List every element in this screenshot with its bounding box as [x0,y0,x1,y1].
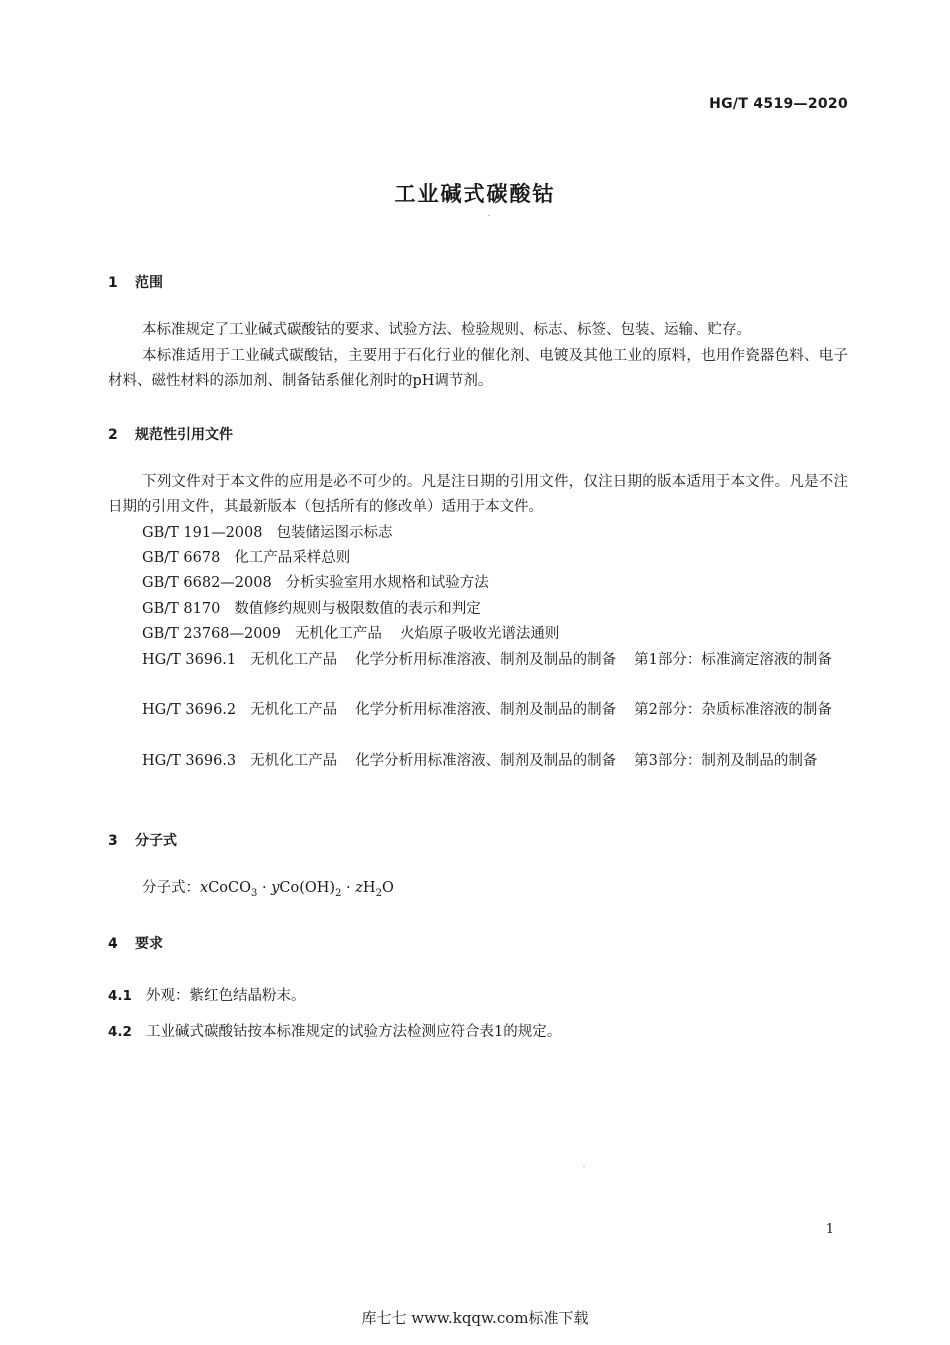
ref-title: 无机化工产品 [250,652,338,668]
scan-speck [488,215,490,216]
formula-h: H [362,880,376,896]
ref-code: GB/T 6682—2008 [142,575,272,591]
ref-title: 无机化工产品 [294,626,382,642]
formula-coco3: CoCO [208,880,251,896]
section-4-heading [108,933,163,953]
formula-y: y [271,880,280,896]
section-4-number: 4 [108,936,118,952]
molecular-formula [142,876,394,899]
section-1-paragraph-2: 本标准适用于工业碱式碳酸钴，主要用于石化行业的催化剂、电镀及其他工业的原料，也用作瓷器色料、电子材料、磁性材料的添加剂、制备钴系催化剂时的pH调节剂。 [108,348,848,389]
document-title: 工业碱式碳酸钴 [394,182,556,206]
section-2-number: 2 [108,427,118,443]
ref-item [142,597,481,622]
section-3-title: 分子式 [135,833,177,849]
section-1-heading [108,272,163,292]
section-2-intro: 下列文件对于本文件的应用是必不可少的。凡是注日期的引用文件，仅注日期的版本适用于本文件。凡是不注日期的引用文件，其最新版本（包括所有的修改单）适用于本文件。 [108,474,848,515]
download-footer: 库七七 www.kqqw.com标准下载 [361,1309,589,1327]
ref-subtitle: 化学分析用标准溶液、制剂及制品的制备 [355,753,617,769]
ref-title: 包装储运图示标志 [276,525,393,541]
ref-part: 第3部分：制剂及制品的制备 [634,753,818,769]
section-1-number: 1 [108,275,118,291]
ref-item [108,698,848,723]
section-3-number: 3 [108,833,118,849]
clause-number: 4.2 [108,1024,132,1040]
formula-sub-2: 2 [335,887,342,899]
formula-z: z [355,880,363,896]
formula-cooh: Co(OH) [279,880,336,896]
section-4-title: 要求 [135,936,163,952]
formula-dot: · [341,880,356,896]
ref-item [142,546,350,571]
ref-item [142,571,489,596]
clause-text: 外观：紫红色结晶粉末。 [146,988,306,1004]
formula-sub-3: 3 [251,887,258,899]
section-2-heading [108,424,233,444]
ref-code: GB/T 8170 [142,601,221,617]
ref-item [108,749,848,774]
clause-4-2 [108,1020,561,1041]
clause-4-1 [108,984,306,1005]
formula-o: O [381,880,394,896]
ref-part: 第2部分：杂质标准溶液的制备 [634,702,832,718]
ref-title: 无机化工产品 [250,702,338,718]
ref-part: 第1部分：标准滴定溶液的制备 [634,652,832,668]
ref-code: HG/T 3696.3 [142,753,237,769]
section-1-paragraph-1: 本标准规定了工业碱式碳酸钴的要求、试验方法、检验规则、标志、标签、包装、运输、贮存。 [142,322,751,338]
clause-text: 工业碱式碳酸钴按本标准规定的试验方法检测应符合表1的规定。 [146,1024,562,1040]
formula-dot: · [257,880,272,896]
section-2-title: 规范性引用文件 [135,427,233,443]
ref-subtitle: 化学分析用标准溶液、制剂及制品的制备 [355,652,617,668]
ref-item [142,521,392,546]
formula-sub-2: 2 [375,887,382,899]
ref-code: HG/T 3696.2 [142,702,237,718]
ref-code: GB/T 6678 [142,550,221,566]
formula-label: 分子式： [142,880,200,896]
ref-subtitle: 化学分析用标准溶液、制剂及制品的制备 [355,702,617,718]
document-code: HG/T 4519—2020 [709,96,848,112]
ref-code: GB/T 23768—2009 [142,626,281,642]
formula-x: x [200,880,209,896]
ref-code: GB/T 191—2008 [142,525,263,541]
section-1-title: 范围 [135,275,163,291]
ref-item [108,648,848,673]
ref-code: HG/T 3696.1 [142,652,237,668]
clause-number: 4.1 [108,988,132,1004]
ref-item [142,622,559,647]
ref-title: 化工产品采样总则 [234,550,351,566]
ref-title: 分析实验室用水规格和试验方法 [285,575,489,591]
ref-title: 数值修约规则与极限数值的表示和判定 [234,601,481,617]
scan-speck [583,1166,585,1167]
page-number: 1 [825,1222,834,1237]
section-3-heading [108,830,177,850]
ref-title: 无机化工产品 [250,753,338,769]
ref-subtitle: 火焰原子吸收光谱法通则 [399,626,560,642]
